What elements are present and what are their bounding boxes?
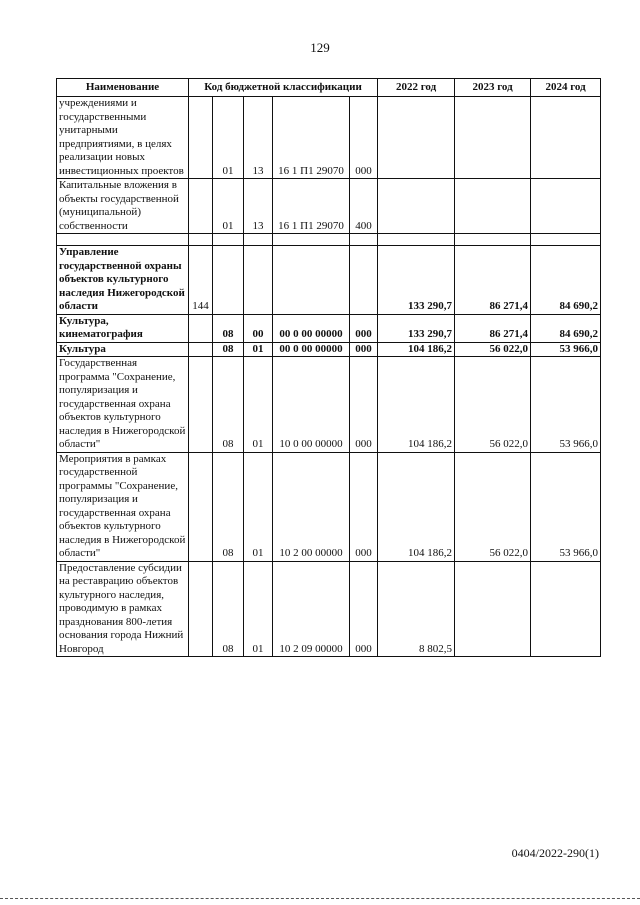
row-ved	[189, 452, 213, 561]
row-2022: 133 290,7	[378, 314, 455, 342]
row-2023	[455, 179, 531, 234]
row-2024: 84 690,2	[531, 246, 601, 315]
row-2024	[531, 561, 601, 657]
row-name: учреждениями и государственными унитарными предприятиями, в целях реализации новых инвестиционных проектов	[57, 97, 189, 179]
row-vr: 000	[350, 561, 378, 657]
header-2022: 2022 год	[378, 79, 455, 97]
row-2023: 86 271,4	[455, 314, 531, 342]
row-vr: 000	[350, 314, 378, 342]
row-pr: 01	[244, 342, 273, 357]
row-2024: 53 966,0	[531, 342, 601, 357]
row-2022	[378, 97, 455, 179]
row-ved: 144	[189, 246, 213, 315]
row-2024	[531, 97, 601, 179]
row-pr: 01	[244, 357, 273, 453]
row-csr	[273, 246, 350, 315]
row-pr: 00	[244, 314, 273, 342]
table-row	[57, 179, 601, 234]
row-name: Государственная программа "Сохранение, популяризация и государственная охрана объектов культурного наследия в Нижегородской области"	[57, 357, 189, 453]
header-2023: 2023 год	[455, 79, 531, 97]
row-vr: 000	[350, 357, 378, 453]
row-rz: 01	[213, 97, 244, 179]
row-csr: 00 0 00 00000	[273, 342, 350, 357]
row-ved	[189, 357, 213, 453]
table-header-row	[57, 79, 601, 97]
header-2024: 2024 год	[531, 79, 601, 97]
row-2024	[531, 179, 601, 234]
row-2024: 84 690,2	[531, 314, 601, 342]
row-ved	[189, 342, 213, 357]
table-row	[57, 357, 601, 453]
row-rz: 08	[213, 342, 244, 357]
row-rz: 08	[213, 561, 244, 657]
row-vr: 000	[350, 452, 378, 561]
row-rz: 08	[213, 452, 244, 561]
row-csr: 00 0 00 00000	[273, 314, 350, 342]
page-number: 129	[310, 40, 330, 55]
row-2023	[455, 97, 531, 179]
row-2024: 53 966,0	[531, 357, 601, 453]
row-2022: 104 186,2	[378, 342, 455, 357]
table-row	[57, 314, 601, 342]
row-name: Культура, кинематография	[57, 314, 189, 342]
row-ved	[189, 97, 213, 179]
row-vr: 000	[350, 342, 378, 357]
row-name: Культура	[57, 342, 189, 357]
row-vr: 000	[350, 97, 378, 179]
row-ved	[189, 179, 213, 234]
row-name: Предоставление субсидии на реставрацию объектов культурного наследия, проводимую в рамках празднования 800-летия основания города Нижний Новгород	[57, 561, 189, 657]
table-row	[57, 246, 601, 315]
row-rz: 01	[213, 179, 244, 234]
row-csr: 10 2 00 00000	[273, 452, 350, 561]
row-2022: 8 802,5	[378, 561, 455, 657]
row-pr: 13	[244, 97, 273, 179]
row-2022	[378, 179, 455, 234]
row-2022: 133 290,7	[378, 246, 455, 315]
document-code: 0404/2022-290(1)	[511, 846, 599, 860]
row-2023: 56 022,0	[455, 342, 531, 357]
row-pr: 01	[244, 561, 273, 657]
row-name: Капитальные вложения в объекты государственной (муниципальной) собственности	[57, 179, 189, 234]
row-2023	[455, 561, 531, 657]
table-row	[57, 561, 601, 657]
row-csr: 16 1 П1 29070	[273, 179, 350, 234]
row-2023: 86 271,4	[455, 246, 531, 315]
table-row	[57, 97, 601, 179]
header-code: Код бюджетной классификации	[189, 79, 378, 97]
bottom-divider	[0, 898, 640, 899]
row-csr: 10 0 00 00000	[273, 357, 350, 453]
row-rz: 08	[213, 314, 244, 342]
row-ved	[189, 314, 213, 342]
row-2022: 104 186,2	[378, 357, 455, 453]
row-vr	[350, 246, 378, 315]
row-vr: 400	[350, 179, 378, 234]
row-rz	[213, 246, 244, 315]
row-pr: 13	[244, 179, 273, 234]
row-rz: 08	[213, 357, 244, 453]
row-name: Управление государственной охраны объектов культурного наследия Нижегородской области	[57, 246, 189, 315]
row-csr: 16 1 П1 29070	[273, 97, 350, 179]
row-name: Мероприятия в рамках государственной программы "Сохранение, популяризация и государственная охрана объектов культурного наследия в Нижегородской области"	[57, 452, 189, 561]
spacer-row	[57, 234, 601, 246]
row-pr	[244, 246, 273, 315]
table-row	[57, 342, 601, 357]
row-2023: 56 022,0	[455, 357, 531, 453]
budget-table	[56, 78, 601, 657]
row-csr: 10 2 09 00000	[273, 561, 350, 657]
row-2023: 56 022,0	[455, 452, 531, 561]
row-2024: 53 966,0	[531, 452, 601, 561]
row-ved	[189, 561, 213, 657]
table-row	[57, 452, 601, 561]
row-2022: 104 186,2	[378, 452, 455, 561]
row-pr: 01	[244, 452, 273, 561]
header-name: Наименование	[57, 79, 189, 97]
